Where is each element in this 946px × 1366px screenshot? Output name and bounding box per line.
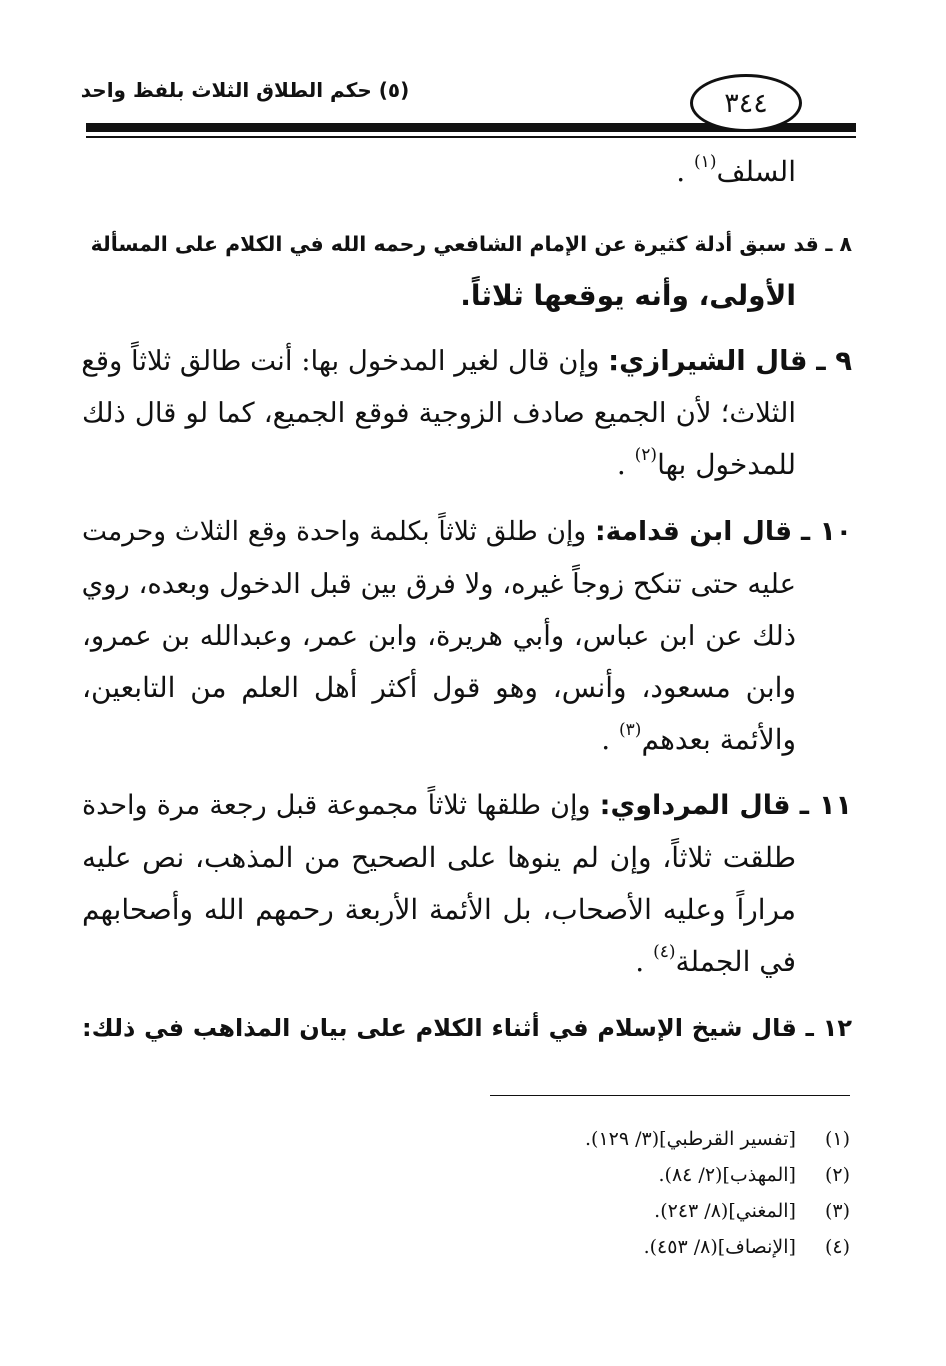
footnote-2-text: [المهذب](٢/ ٨٤). bbox=[658, 1164, 796, 1186]
item-9-number: ٩ ـ bbox=[816, 345, 852, 377]
item-10-text-4: وابن مسعود، وأنس، وهو قول أكثر أهل العلم من التابعين، bbox=[82, 671, 796, 704]
item-11-text-4: في الجملة bbox=[675, 945, 796, 978]
item-11-text-2: طلقت ثلاثاً، وإن لم ينوها على الصحيح من المذهب، نص عليه bbox=[82, 841, 796, 874]
item-11-line-3 bbox=[82, 884, 796, 936]
footnote-ref-3: (٣) bbox=[619, 720, 642, 740]
item-10-end: . bbox=[601, 723, 620, 756]
continuation-text: السلف bbox=[716, 155, 796, 188]
page-number-badge bbox=[690, 74, 802, 132]
footnote-ref-4: (٤) bbox=[653, 942, 676, 962]
continuation-end: . bbox=[676, 155, 695, 188]
item-9-line-2 bbox=[82, 387, 796, 439]
item-9-text-3: للمدخول بها bbox=[657, 448, 796, 481]
item-10-line-3 bbox=[82, 610, 796, 662]
footnote-3-text: [المغني](٨/ ٢٤٣). bbox=[654, 1200, 796, 1222]
item-8-text-2: الأولى، وأنه يوقعها ثلاثاً. bbox=[460, 279, 796, 312]
item-12-text: قال شيخ الإسلام في أثناء الكلام على بيان المذاهب في ذلك: bbox=[82, 1014, 797, 1042]
item-8-text-1: قد سبق أدلة كثيرة عن الإمام الشافعي رحمه الله في الكلام على المسألة bbox=[90, 232, 819, 256]
item-10-number: ١٠ ـ bbox=[800, 516, 852, 547]
footnote-4-text: [الإنصاف](٨/ ٤٥٣). bbox=[643, 1236, 796, 1258]
item-12-line-1 bbox=[82, 1002, 852, 1054]
footnote-4-index: (٤) bbox=[824, 1236, 850, 1258]
item-9-line-1 bbox=[82, 335, 852, 387]
item-12-number: ١٢ ـ bbox=[805, 1014, 852, 1042]
item-8-line-2 bbox=[460, 270, 796, 322]
footnote-ref-2: (٢) bbox=[634, 445, 658, 465]
footnote-3-index: (٣) bbox=[824, 1200, 850, 1222]
item-11-line-2 bbox=[82, 832, 796, 884]
item-8-line-1 bbox=[82, 218, 852, 270]
item-11-lead: قال المرداوي: bbox=[599, 790, 791, 821]
item-9-end: . bbox=[616, 448, 635, 481]
page-number: ٣٤٤ bbox=[724, 87, 768, 119]
footnote-1 bbox=[585, 1124, 850, 1154]
item-9-text-1: وإن قال لغير المدخول بها: أنت طالق ثلاثاً وقع bbox=[81, 345, 600, 377]
item-10-text-2: عليه حتى تنكح زوجاً غيره، ولا فرق بين قبل الدخول وبعده، روي bbox=[81, 568, 796, 600]
item-10-line-5 bbox=[601, 714, 796, 766]
item-11-line-1 bbox=[82, 780, 852, 832]
item-9-lead: قال الشيرازي: bbox=[608, 345, 808, 377]
item-11-end: . bbox=[635, 945, 654, 978]
item-10-line-2 bbox=[82, 558, 796, 610]
footnote-1-index: (١) bbox=[824, 1128, 850, 1150]
footnote-2 bbox=[658, 1160, 850, 1190]
footnote-1-text: [تفسير القرطبي](٣/ ١٢٩). bbox=[585, 1128, 796, 1150]
item-11-text-1: وإن طلقها ثلاثاً مجموعة قبل رجعة مرة واحدة bbox=[82, 790, 591, 821]
item-11-text-3: مراراً وعليه الأصحاب، بل الأئمة الأربعة رحمهم الله وأصحابهم bbox=[82, 893, 796, 926]
item-10-line-4 bbox=[82, 662, 796, 714]
footnote-3 bbox=[654, 1196, 850, 1226]
item-8-number: ٨ ـ bbox=[825, 232, 852, 256]
item-10-text-3: ذلك عن ابن عباس، وأبي هريرة، وابن عمر، وعبدالله بن عمرو، bbox=[82, 620, 796, 652]
item-9-text-2: الثلاث؛ لأن الجميع صادف الزوجية فوقع الجميع، كما لو قال ذلك bbox=[82, 397, 796, 429]
item-11-line-4 bbox=[635, 936, 796, 988]
footnote-separator bbox=[490, 1095, 850, 1096]
footnote-4 bbox=[644, 1232, 850, 1262]
item-10-text-1: وإن طلق ثلاثاً بكلمة واحدة وقع الثلاث وحرمت bbox=[82, 516, 587, 547]
item-9-line-3 bbox=[617, 439, 796, 491]
running-header-title: (٥) حكم الطلاق الثلاث بلفظ واحد bbox=[80, 78, 410, 102]
item-10-line-1 bbox=[82, 506, 852, 558]
item-11-number: ١١ ـ bbox=[799, 790, 852, 821]
footnote-2-index: (٢) bbox=[824, 1164, 850, 1186]
item-10-text-5: والأئمة بعدهم bbox=[641, 723, 796, 756]
item-10-lead: قال ابن قدامة: bbox=[594, 516, 793, 547]
footnote-ref-1: (١) bbox=[694, 152, 717, 172]
continuation-line bbox=[676, 146, 796, 198]
header-rule-thin bbox=[86, 136, 856, 138]
